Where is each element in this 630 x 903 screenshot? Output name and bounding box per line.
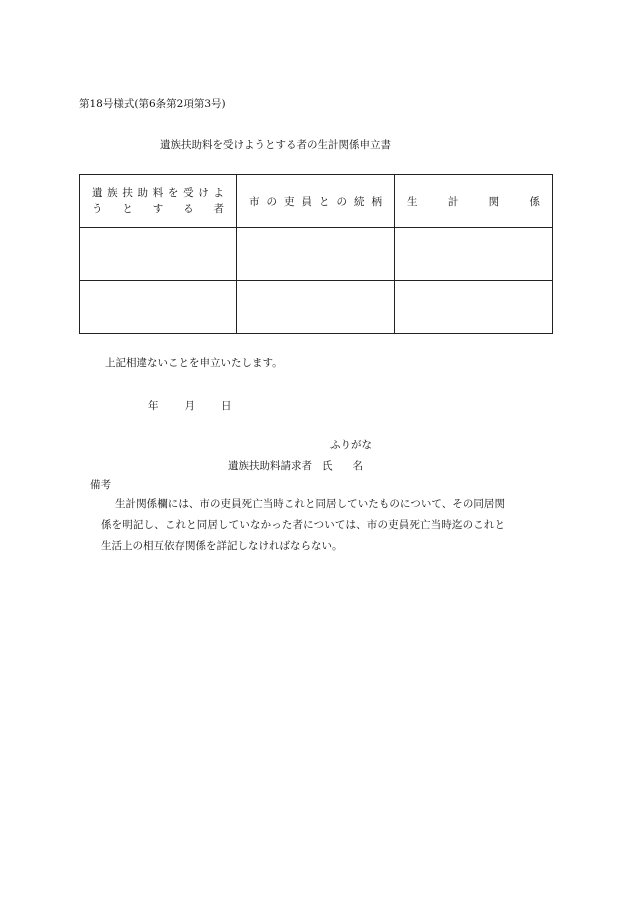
name-label-first: 氏 <box>322 460 333 472</box>
relationship-table <box>79 174 553 334</box>
date-month-label: 月 <box>184 400 195 412</box>
remarks-heading: 備考 <box>90 479 111 491</box>
table-row <box>80 228 553 281</box>
header-cell-relationship: 市の吏員との続柄 <box>237 175 395 228</box>
cell-applicant[interactable] <box>80 228 237 281</box>
cell-relationship[interactable] <box>237 281 395 334</box>
name-label-second: 名 <box>352 460 363 472</box>
header-applicant-line2: うとする者 <box>92 203 224 215</box>
certification-statement: 上記相違ないことを申立いたします。 <box>105 357 283 369</box>
claimant-label: 遺族扶助料請求者 <box>228 460 312 472</box>
header-cell-livelihood: 生計関係 <box>395 175 553 228</box>
cell-livelihood[interactable] <box>395 281 553 334</box>
header-applicant-line1: 遺族扶助料を受けよ <box>92 187 224 199</box>
cell-applicant[interactable] <box>80 281 237 334</box>
claimant-line <box>228 458 363 473</box>
cell-livelihood[interactable] <box>395 228 553 281</box>
header-cell-applicant <box>80 175 237 228</box>
table-header-row <box>80 175 553 228</box>
table-row <box>80 281 553 334</box>
document-title: 遺族扶助料を受けようとする者の生計関係申立書 <box>160 139 391 151</box>
furigana-label: ふりがな <box>330 439 372 451</box>
date-year-label: 年 <box>148 400 159 412</box>
remarks-text: 生計関係欄には、市の吏員死亡当時これと同居していたものについて、その同居関係を明記し、これと同居していなかった者については、市の吏員死亡当時迄のこれと生活上の相互依存関係を詳記しなければならない。 <box>101 498 505 552</box>
form-number: 第18号様式(第6条第2項第3号) <box>79 98 226 110</box>
cell-relationship[interactable] <box>237 228 395 281</box>
date-day-label: 日 <box>221 400 232 412</box>
date-line <box>148 398 232 413</box>
